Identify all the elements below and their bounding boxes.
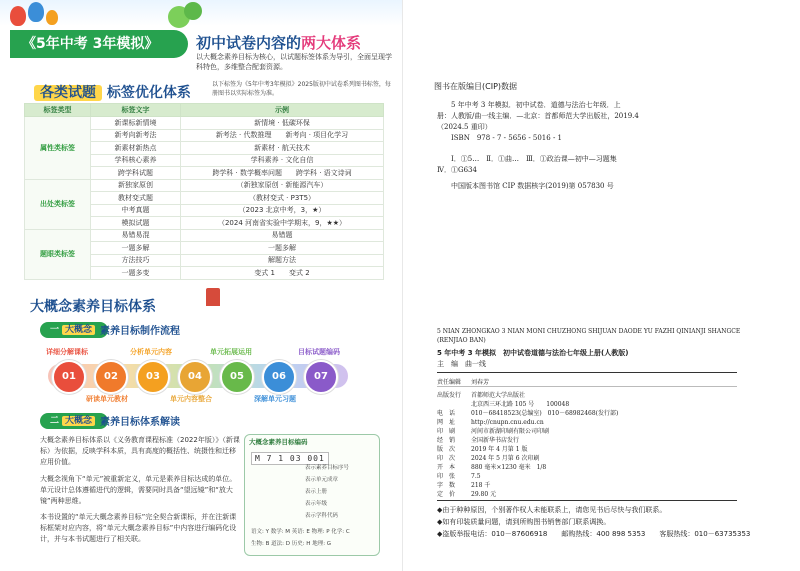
pub-row: 电 话 010－68418523(总编室) 010－68982468(发行部) — [437, 410, 619, 417]
tag-cell: 易错易混 — [91, 229, 181, 242]
example-cell: 新情境 · 低碳环保 — [181, 117, 384, 130]
pub-row: 印 次 2024 年 5 月第 6 次印刷 — [437, 455, 540, 462]
flow-label-top: 单元拓展运用 — [210, 348, 252, 356]
paragraph: 大概念视角下“单元”被重新定义，单元是素养目标达成的单位。单元设计总体遵循进代的逻辑，需要同时具备“望远镜”和“放大镜”两种思维。 — [40, 475, 237, 505]
code-box — [244, 434, 380, 556]
part-one-tag: 大概念 — [62, 325, 95, 335]
balloon-icon — [10, 6, 26, 26]
pub-row: 开 本 880 毫米×1230 毫米 1/8 — [437, 464, 547, 471]
tag-table-header — [25, 104, 384, 117]
example-cell: （新独家原创 · 新能源汽车） — [181, 179, 384, 192]
divider — [437, 372, 737, 373]
group-source: 出处类标签 — [25, 179, 91, 229]
cip-number: 中国版本图书馆 CIP 数据核字(2019)第 057830 号 — [451, 182, 614, 190]
subject-legend: 生物: B 道法: D 历史: H 地理: G — [251, 541, 332, 547]
part-one-num: 一 — [50, 325, 60, 335]
part-two-num: 二 — [50, 416, 60, 426]
group-keypoint: 题眼类标签 — [25, 229, 91, 279]
paragraph: 大概念素养目标体系以《义务教育课程标准（2022年版）》（新课标）为依据，反映学科本质，具有高度的概括性、统摄性和迁移应用价值。 — [40, 436, 240, 466]
example-cell: 新考法 · 代数推理 新考向 · 项目化学习 — [181, 129, 384, 142]
pub-row: 版 次 2019 年 4 月第 1 版 — [437, 446, 528, 453]
balloon-icon — [28, 2, 44, 22]
flow-step-05: 05 — [220, 360, 254, 394]
header-type: 标签类型 — [25, 104, 91, 117]
tag-section-note: 以下标签为《5年中考3年模拟》2025版初中试卷系列图书标签，每册图书以实际标签为准。 — [212, 81, 391, 97]
flow-label-top: 目标试题编码 — [298, 348, 340, 356]
tag-cell: 方法技巧 — [91, 254, 181, 267]
flow-step-03: 03 — [136, 360, 170, 394]
flow-label-top: 详细分解课标 — [46, 348, 88, 356]
tag-heading-a: 各类试题 — [34, 85, 102, 101]
windmill-icon — [206, 288, 220, 306]
tag-cell: 中考真题 — [91, 204, 181, 217]
flow-label-bottom: 深解单元习题 — [254, 395, 296, 403]
group-attribute: 属性类标签 — [25, 117, 91, 180]
example-cell: 学科素养 · 文化自信 — [181, 154, 384, 167]
cip-title: 图书在版编目(CIP)数据 — [434, 82, 518, 91]
header-example: 示例 — [181, 104, 384, 117]
pub-row: 网 址 http://cnupn.cnu.edu.cn — [437, 419, 544, 426]
pub-row: 字 数 218 千 — [437, 482, 491, 489]
table-row — [25, 117, 384, 130]
flow-label-bottom: 单元内容整合 — [170, 395, 212, 403]
cip-isbn: ISBN 978 - 7 - 5656 - 5016 - 1 — [451, 134, 562, 142]
subject-legend: 语文: Y 数学: M 英语: E 物理: P 化学: C — [251, 529, 350, 535]
balloon-icon — [46, 10, 58, 25]
code-label: 表示年级 — [305, 501, 328, 507]
cip-class: Ⅳ．①G634 — [437, 166, 477, 174]
pub-row: 北京西三环北路 105 号 100048 — [471, 401, 570, 408]
flow-step-07: 07 — [304, 360, 338, 394]
goal-section-heading: 大概念素养目标体系 — [30, 299, 156, 315]
tag-cell: 模拟试题 — [91, 217, 181, 230]
flow-step-02: 02 — [94, 360, 128, 394]
example-cell: 解题方法 — [181, 254, 384, 267]
tag-cell: 跨学科试题 — [91, 167, 181, 180]
pub-row: 出版发行 首都师范大学出版社 — [437, 392, 526, 399]
tag-heading-b: 标签优化体系 — [106, 85, 191, 101]
editor-line: 主 编 曲一线 — [437, 360, 486, 368]
code-label: 表示单元成章 — [305, 477, 339, 483]
flow-label-top: 分析单元内容 — [130, 348, 172, 356]
pub-row: 印 刷 河间市新湖印刷有限公司印刷 — [437, 428, 550, 435]
title-highlight: 两大体系 — [301, 34, 362, 52]
series-banner: 《5年中考 3年模拟》 — [10, 30, 188, 58]
part-two-bar — [40, 413, 108, 429]
flow-step-06: 06 — [262, 360, 296, 394]
paragraph: 本书设置的“单元大概念素养目标”完全契合新课标，并在注新课标框架对应内容，将“单元大概念素养目标”中内容进行编码化设计，并与本书试题进行了相关联。 — [40, 513, 237, 543]
tag-cell: 教材变式题 — [91, 192, 181, 205]
divider — [437, 386, 737, 387]
header-tag: 标签文字 — [91, 104, 181, 117]
example-cell: 一题多解 — [181, 242, 384, 255]
code-box-title: 大概念素养目标编码 — [249, 438, 308, 446]
pub-row: 责任编辑 刘春芳 — [437, 379, 490, 386]
tag-cell: 新素材新热点 — [91, 142, 181, 155]
table-row — [25, 229, 384, 242]
tag-table — [24, 103, 384, 280]
table-row — [25, 179, 384, 192]
tag-cell: 新课标新情境 — [91, 117, 181, 130]
cip-line: 5 年中考 3 年模拟．初中试卷．道德与法治七年级．上 — [451, 101, 621, 109]
part-two-title: 素养目标体系解读 — [100, 417, 180, 428]
footnote: ◆由于种种原因，个别著作权人未能联系上，请您见书后尽快与我们联系。 — [437, 506, 667, 514]
pinyin-title: 5 NIAN ZHONGKAO 3 NIAN MONI CHUZHONG SHIJUAN DAODE YU FAZHI QINIANJI SHANGCE (RENJIAO BAN) — [437, 328, 741, 344]
example-cell: （2024 河南省实验中学期末，9，★★） — [181, 217, 384, 230]
divider — [437, 500, 737, 501]
code-label: 表示学科代码 — [305, 513, 339, 519]
code-example: M 7 1 03 001 — [251, 452, 329, 465]
tag-section-heading — [34, 82, 191, 102]
code-label: 表示素养目标序号 — [305, 465, 350, 471]
tag-cell: 一题多解 — [91, 242, 181, 255]
tag-cell: 学科核心素养 — [91, 154, 181, 167]
pub-row: 印 张 7.5 — [437, 473, 481, 480]
flow-label-bottom: 研读单元教材 — [86, 395, 128, 403]
tag-cell: 新独家原创 — [91, 179, 181, 192]
cip-line: 册：人教版/曲一线主编．—北京：首都师范大学出版社，2019.4 — [437, 112, 639, 120]
example-cell: 易错题 — [181, 229, 384, 242]
example-cell: 新素材 · 航天技术 — [181, 142, 384, 155]
footnote: ◆如有印装质量问题，请到所购图书销售部门联系调换。 — [437, 518, 611, 526]
tag-cell: 新考向新考法 — [91, 129, 181, 142]
part-two-tag: 大概念 — [62, 416, 95, 426]
footnote: ◆盗版举报电话：010－87606918 邮购热线：400 898 5353 客服热线：010－63735353 — [437, 530, 751, 538]
example-cell: 变式 1 变式 2 — [181, 267, 384, 280]
part-one-title: 素养目标制作流程 — [100, 326, 180, 337]
example-cell: （教材变式 · P3T5） — [181, 192, 384, 205]
code-label: 表示上册 — [305, 489, 328, 495]
book-title: 5 年中考 3 年模拟 初中试卷道德与法治七年级上册(人教版) — [437, 349, 629, 357]
pub-row: 定 价 29.80 元 — [437, 491, 497, 498]
page-subtitle: 以大概念素养目标为核心，以试题标签体系为导引，全面呈现学科特色，多维整合配套资源。 — [196, 53, 392, 71]
cip-line: （2024.5 重印） — [437, 123, 492, 131]
part-one-bar — [40, 322, 108, 338]
example-cell: （2023 北京中考，3，★） — [181, 204, 384, 217]
title-main: 初中试卷内容的 — [196, 34, 302, 52]
flow-step-01: 01 — [52, 360, 86, 394]
tree-icon — [184, 2, 202, 20]
page-title — [196, 32, 361, 53]
flow-step-04: 04 — [178, 360, 212, 394]
example-cell: 跨学科 · 数学概率问题 跨学科 · 语文诗词 — [181, 167, 384, 180]
cip-class: Ⅰ．①5… Ⅱ．①曲… Ⅲ．①政治课—初中—习题集 — [451, 155, 617, 163]
tag-cell: 一题多变 — [91, 267, 181, 280]
pub-row: 经 销 全国新华书店发行 — [437, 437, 520, 444]
